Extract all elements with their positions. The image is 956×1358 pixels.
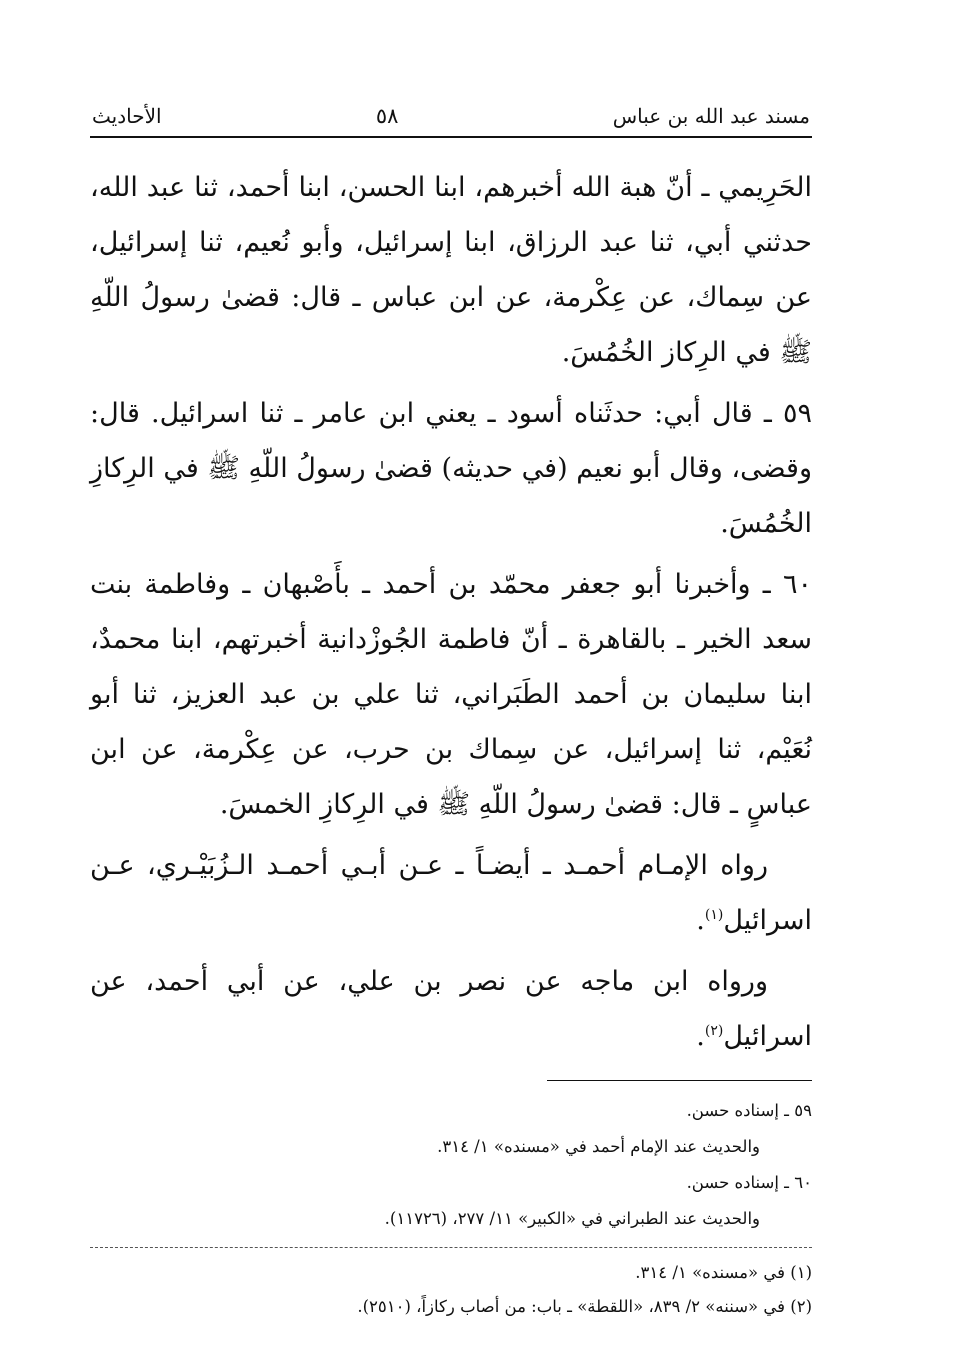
footnote-1: (١) في «مسنده» ١/ ٣١٤.: [635, 1263, 812, 1282]
note-60-body: والحديث عند الطبراني في «الكبير» ١١/ ٢٧٧، (١١٧٢٦).: [384, 1209, 760, 1228]
paragraph-59: ٥٩ ـ قال أبي: حدثَناه أسود ـ يعني ابن عامر ـ ثنا اسرائيل. قال: وقضى، وقال أبو نعيم (في حديثه) قضىٰ رسولُ اللّهِ ﷺ في الرِكازِ الخُمُسَ.: [90, 398, 812, 539]
header-section-title: الأحاديث: [92, 104, 162, 128]
header-book-title: مسند عبد الله بن عباس: [612, 104, 810, 128]
narration-ahmad-text: رواه الإمـام أحمـد ـ أيضـاً ـ عـن أبـي أحمـد الـزُبَيْـري، عـن اسرائيل: [90, 850, 812, 936]
footnotes-separator: [90, 1247, 812, 1248]
footnote-ref-2[interactable]: (٢): [704, 1023, 724, 1039]
narration-ahmad-end: .: [696, 905, 705, 936]
narration-ibn-majah-end: .: [696, 1021, 705, 1052]
notes-separator: [547, 1080, 812, 1081]
note-59-body: والحديث عند الإمام أحمد في «مسنده» ١/ ٣١٤.: [437, 1137, 760, 1156]
note-59-head: ٥٩ ـ إسناده حسن.: [686, 1101, 812, 1120]
running-header: [90, 104, 812, 138]
paragraph-narration-ahmad: [90, 838, 812, 948]
commentary-notes: [90, 1093, 812, 1237]
paragraph-1: الحَرِيمي ـ أنّ هبة الله أخبرهم، ابنا الحسن، ابنا أحمد، ثنا عبد الله، حدثني أبي، ثنا عبد الرزاق، ابنا إسرائيل، وأبو نُعيم، ثنا إسرائيل، عن سِماك، عن عِكْرمة، عن ابن عباس ـ قال: قضىٰ رسولُ اللّهِ ﷺ في الرِكاز الخُمُسَ.: [90, 172, 812, 368]
main-text: [90, 160, 812, 1064]
paragraph-60: ٦٠ ـ وأخبرنا أبو جعفر محمّد بن أحمد ـ بأَصْبهان ـ وفاطمة بنت سعد الخير ـ بالقاهرة ـ أنّ فاطمة الجُوزْدانية أخبرتهم، ابنا محمدٌ، ابنا سليمان بن أحمد الطَبَراني، ثنا علي بن عبد العزيز، ثنا أبو نُعَيْم، ثنا إسرائيل، عن سِماك بن حرب، عن عِكْرمة، عن ابن عباسٍ ـ قال: قضىٰ رسولُ اللّهِ ﷺ في الرِكازِ الخمسَ.: [90, 569, 812, 820]
footnote-2: (٢) في «سننه» ٢/ ٨٣٩، «اللقطة» ـ باب: من أصاب ركازاً، (٢٥١٠).: [357, 1297, 812, 1316]
page-number: ٥٨: [375, 104, 399, 128]
footnotes: [90, 1256, 812, 1324]
note-60-head: ٦٠ ـ إسناده حسن.: [686, 1173, 812, 1192]
footnote-ref-1[interactable]: (١): [704, 907, 724, 923]
book-page: [90, 104, 812, 1324]
paragraph-narration-ibn-majah: [90, 954, 812, 1064]
narration-ibn-majah-text: ورواه ابن ماجه عن نصر بن علي، عن أبي أحمد، عن اسرائيل: [90, 966, 812, 1052]
